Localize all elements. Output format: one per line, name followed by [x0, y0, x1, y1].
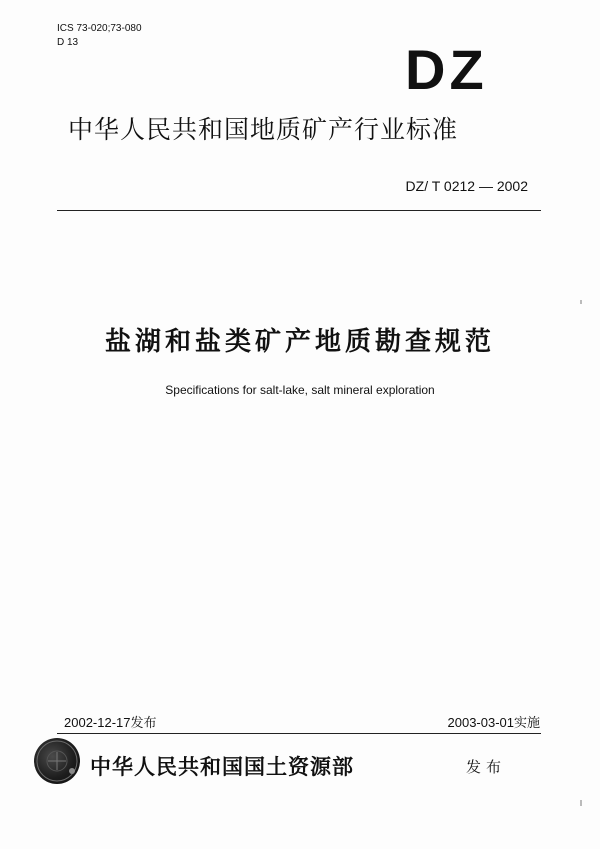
implementation-date: 2003-03-01实施 — [447, 715, 540, 730]
document-title-zh: 盐湖和盐类矿产地质勘查规范 — [104, 327, 495, 357]
bottom-divider — [57, 733, 541, 734]
document-title-en: Specifications for salt-lake, salt mineral exploration — [165, 383, 435, 397]
ics-code: ICS 73-020;73-080 — [57, 23, 142, 34]
issue-date: 2002-12-17发布 — [64, 715, 157, 730]
top-divider — [57, 210, 541, 211]
industry-standard-title: 中华人民共和国地质矿产行业标准 — [68, 115, 459, 144]
issuing-authority: 中华人民共和国国土资源部 — [90, 755, 354, 779]
scan-artifact — [580, 300, 582, 304]
publish-label: 发布 — [466, 758, 507, 776]
dz-logo: DZ — [405, 38, 488, 101]
scan-artifact — [580, 800, 582, 806]
ministry-seal-icon — [34, 738, 80, 784]
standard-number: DZ/ T 0212 — 2002 — [405, 178, 528, 194]
classification-code: D 13 — [57, 37, 79, 48]
